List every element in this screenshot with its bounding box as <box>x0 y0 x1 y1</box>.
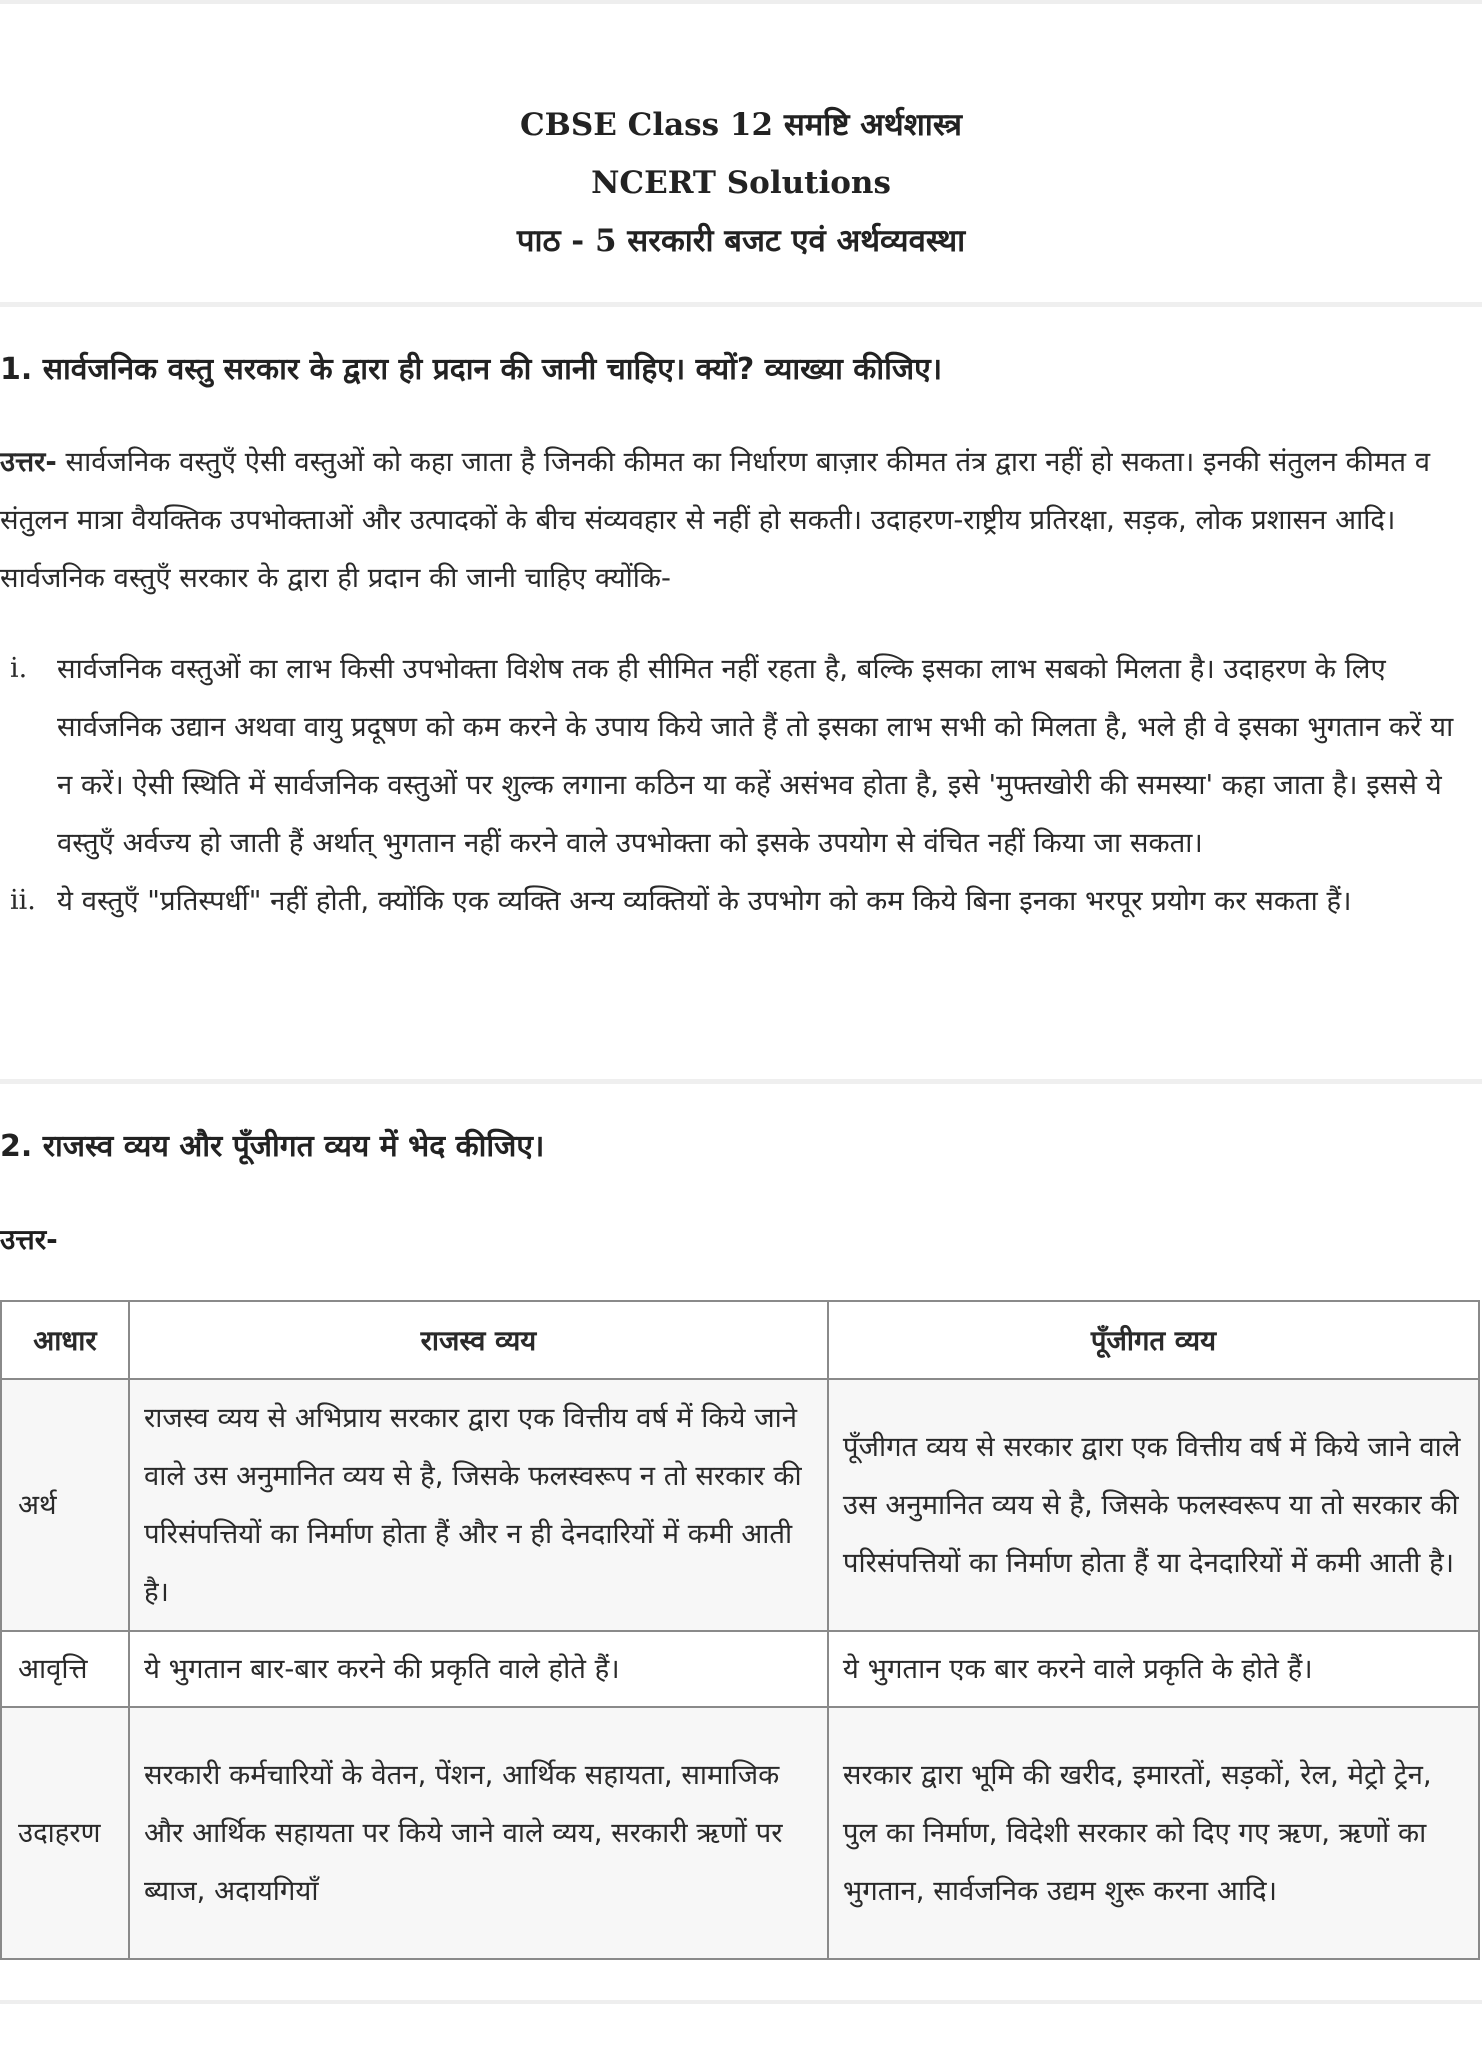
answer-label: उत्तर- <box>0 446 57 478</box>
table-cell-revenue: सरकारी कर्मचारियों के वेतन, पेंशन, आर्थिक सहायता, सामाजिक और आर्थिक सहायता पर किये जाने वाले व्यय, सरकारी ऋणों पर ब्याज, अदायगियाँ <box>129 1707 828 1959</box>
table-cell-revenue: ये भुगतान बार-बार करने की प्रकृति वाले होते हैं। <box>129 1631 828 1707</box>
header-basis: आधार <box>1 1301 129 1379</box>
top-divider <box>0 0 1482 4</box>
table-row <box>1 1707 1479 1959</box>
question-2-heading: 2. राजस्व व्यय और पूँजीगत व्यय में भेद कीजिए। <box>0 1129 545 1164</box>
list-marker: ii. <box>10 885 36 916</box>
list-item <box>0 640 1477 872</box>
list-item-text: सार्वजनिक वस्तुओं का लाभ किसी उपभोक्ता विशेष तक ही सीमित नहीं रहता है, बल्कि इसका लाभ सबको मिलता है। उदाहरण के लिए सार्वजनिक उद्यान अथवा वायु प्रदूषण को कम करने के उपाय किये जाते हैं तो इसका लाभ सभी को मिलता है, भले ही वे इसका भुगतान करें या न करें। ऐसी स्थिति में सार्वजनिक वस्तुओं पर शुल्क लगाना कठिन या कहें असंभव होता है, इसे 'मुफ्तखोरी की समस्या' कहा जाता है। इससे ये वस्तुएँ अर्वज्य हो जाती हैं अर्थात् भुगतान नहीं करने वाले उपभोक्ता को इसके उपयोग से वंचित नहीं किया जा सकता। <box>57 653 1454 859</box>
header-subtitle: NCERT Solutions <box>591 165 891 201</box>
header-revenue-expenditure: राजस्व व्यय <box>129 1301 828 1379</box>
answer-label: उत्तर- <box>0 1223 58 1256</box>
table-cell-capital: सरकार द्वारा भूमि की खरीद, इमारतों, सड़कों, रेल, मेट्रो ट्रेन, पुल का निर्माण, विदेशी सरकार को दिए गए ऋण, ऋणों का भुगतान, सार्वजनिक उद्यम शुरू करना आदि। <box>828 1707 1479 1959</box>
list-item <box>0 872 1477 930</box>
table-cell-capital: पूँजीगत व्यय से सरकार द्वारा एक वित्तीय वर्ष में किये जाने वाले उस अनुमानित व्यय से है, जिसके फलस्वरूप या तो सरकार की परिसंपत्तियों का निर्माण होता हैं या देनदारियों में कमी आती है। <box>828 1379 1479 1631</box>
section-divider <box>0 302 1482 307</box>
table-row <box>1 1379 1479 1631</box>
list-marker: i. <box>10 653 28 684</box>
answer-text: सार्वजनिक वस्तुएँ ऐसी वस्तुओं को कहा जाता है जिनकी कीमत का निर्धारण बाज़ार कीमत तंत्र द्वारा नहीं हो सकता। इनकी संतुलन कीमत व संतुलन मात्रा वैयक्तिक उपभोक्ताओं और उत्पादकों के बीच संव्यवहार से नहीं हो सकती। उदाहरण-राष्ट्रीय प्रतिरक्षा, सड़क, लोक प्रशासन आदि। सार्वजनिक वस्तुएँ सरकार के द्वारा ही प्रदान की जानी चाहिए क्योंकि- <box>0 446 1431 594</box>
table-cell-basis: उदाहरण <box>1 1707 129 1959</box>
table-header-row <box>1 1301 1479 1379</box>
list-item-text: ये वस्तुएँ "प्रतिस्पर्धी" नहीं होती, क्योंकि एक व्यक्ति अन्य व्यक्तियों के उपभोग को कम किये बिना इनका भरपूर प्रयोग कर सकता हैं। <box>57 885 1352 917</box>
header-title: CBSE Class 12 समष्टि अर्थशास्त्र <box>519 107 963 143</box>
bottom-divider <box>0 2000 1482 2004</box>
answer-points-list <box>0 640 1482 930</box>
header-capital-expenditure: पूँजीगत व्यय <box>828 1301 1479 1379</box>
table-cell-basis: आवृत्ति <box>1 1631 129 1707</box>
question-1-heading: 1. सार्वजनिक वस्तु सरकार के द्वारा ही प्रदान की जानी चाहिए। क्यों? व्याख्या कीजिए। <box>0 352 943 387</box>
table-cell-basis: अर्थ <box>1 1379 129 1631</box>
section-divider <box>0 1079 1482 1084</box>
chapter-title: पाठ - 5 सरकारी बजट एवं अर्थव्यवस्था <box>516 223 966 259</box>
document-header <box>0 96 1482 270</box>
question-1-answer <box>0 433 1476 607</box>
table-cell-capital: ये भुगतान एक बार करने वाले प्रकृति के होते हैं। <box>828 1631 1479 1707</box>
comparison-table <box>0 1300 1480 1960</box>
table-row <box>1 1631 1479 1707</box>
table-cell-revenue: राजस्व व्यय से अभिप्राय सरकार द्वारा एक वित्तीय वर्ष में किये जाने वाले उस अनुमानित व्यय से है, जिसके फलस्वरूप न तो सरकार की परिसंपत्तियों का निर्माण होता हैं और न ही देनदारियों में कमी आती है। <box>129 1379 828 1631</box>
